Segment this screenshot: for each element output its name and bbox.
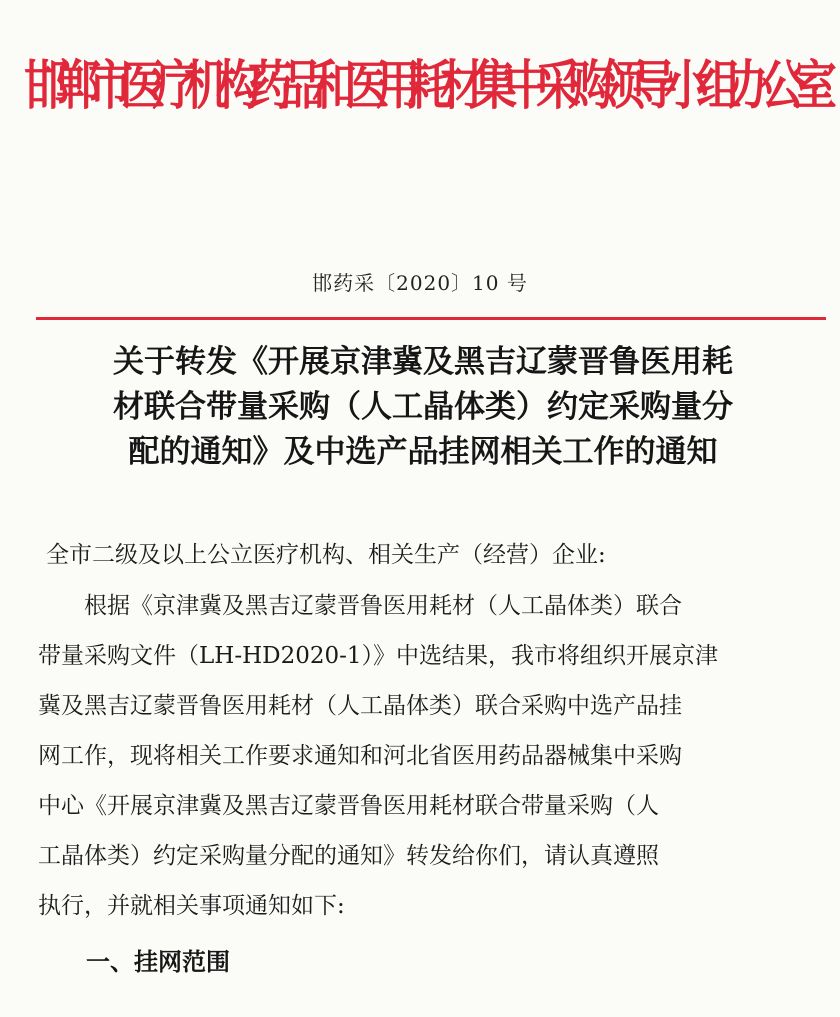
notice-title-line: 材联合带量采购（人工晶体类）约定采购量分 bbox=[113, 389, 733, 425]
paragraph-line: 工晶体类）约定采购量分配的通知》转发给你们，请认真遵照 bbox=[38, 843, 659, 869]
red-divider-line bbox=[36, 317, 826, 320]
document-number: 邯药采〔2020〕10 号 bbox=[312, 271, 528, 295]
paragraph-line: 网工作，现将相关工作要求通知和河北省医用药品器械集中采购 bbox=[38, 743, 682, 769]
paragraph-line: 根据《京津冀及黑吉辽蒙晋鲁医用耗材（人工晶体类）联合 bbox=[38, 593, 682, 619]
letterhead-title: 邯郸市医疗机构药品和医用耗材集中采购领导小组办公室 bbox=[24, 54, 825, 117]
paragraph-line: 执行，并就相关事项通知如下: bbox=[38, 893, 345, 919]
paragraph-line: 带量采购文件（LH-HD2020-1）》中选结果，我市将组织开展京津 bbox=[38, 643, 719, 669]
paragraph-line: 冀及黑吉辽蒙晋鲁医用耗材（人工晶体类）联合采购中选产品挂 bbox=[38, 693, 682, 719]
section-heading: 一、挂网范围 bbox=[86, 948, 230, 976]
body-paragraph bbox=[38, 581, 838, 931]
paragraph-line: 中心《开展京津冀及黑吉辽蒙晋鲁医用耗材联合带量采购（人 bbox=[38, 793, 659, 819]
addressee: 全市二级及以上公立医疗机构、相关生产（经营）企业: bbox=[46, 542, 606, 568]
notice-title bbox=[30, 340, 816, 475]
notice-title-line: 配的通知》及中选产品挂网相关工作的通知 bbox=[128, 434, 718, 470]
notice-title-line: 关于转发《开展京津冀及黑吉辽蒙晋鲁医用耗 bbox=[113, 344, 733, 380]
